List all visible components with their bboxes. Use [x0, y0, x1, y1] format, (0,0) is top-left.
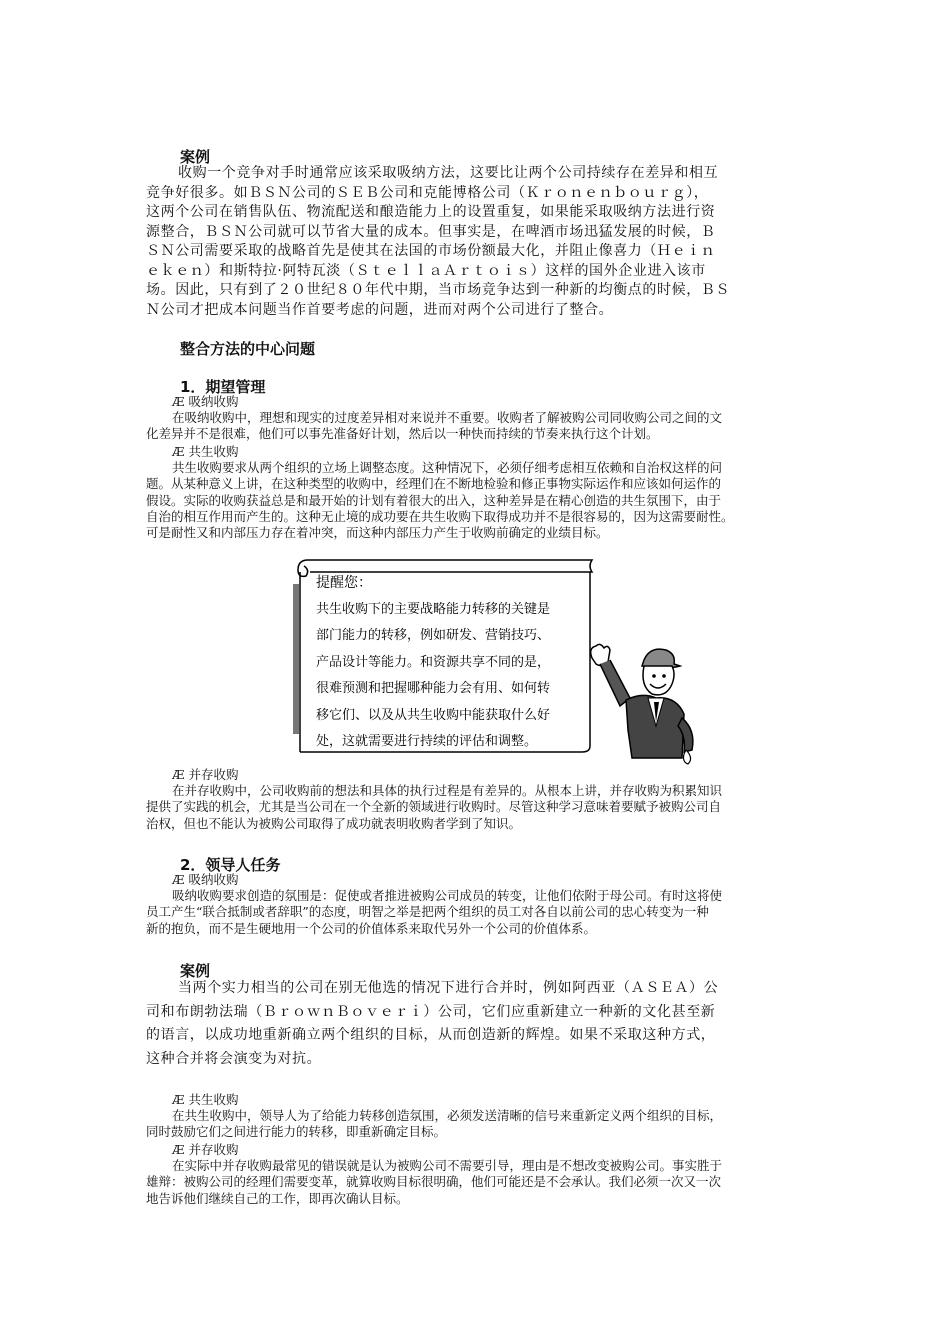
bullet-absorb: Æ 吸纳收购 — [172, 394, 239, 409]
text-line: 的语言，以成功地重新确立两个组织的目标，从而创造新的辉煌。如果不采取这种方式， — [146, 1027, 716, 1043]
text-line: 治权，但也不能认为被购公司取得了成功就表明收购者学到了知识。 — [146, 815, 522, 831]
bullet-symbiotic: Æ 共生收购 — [172, 1092, 239, 1107]
subsection-heading: 1．期望管理 — [180, 378, 266, 396]
text-line: Ｎ公司才把成本问题当作首要考虑的问题，进而对两个公司进行了整合。 — [146, 301, 614, 318]
text-line: 员工产生“联合抵制或者辞职”的态度，明智之举是把两个组织的员工对各自以前公司的忠心转变为一种 — [146, 904, 709, 920]
case-paragraph — [146, 977, 808, 1071]
text-line: 可是耐性又和内部压力存在着冲突，而这种内部压力产生于收购前确定的业绩目标。 — [146, 525, 609, 541]
symbiotic-paragraph — [146, 460, 822, 541]
text-line: 假设。实际的收购获益总是和最开始的计划有着很大的出入，这种差异是在精心创造的共生氛围下，由于 — [146, 492, 722, 508]
bullet-symbiotic: Æ 共生收购 — [172, 444, 239, 459]
text-line: 场。因此，只有到了２０世纪８０年代中期，当市场竞争达到一种新的均衡点的时候，ＢＳ — [146, 282, 730, 298]
text-line: 同时鼓励它们之间进行能力的转移，即重新确定目标。 — [146, 1124, 447, 1140]
text-line: 当两个实力相当的公司在别无他选的情况下进行合并时，例如阿西亚（ＡＳＥＡ）公 — [178, 980, 719, 996]
text-line: 雄辩：被购公司的经理们需要变革，就算收购目标很明确，他们可能还是不会承认。我们必须一次又一次 — [146, 1174, 722, 1190]
absorb-paragraph — [146, 888, 822, 937]
text-line: 源整合，ＢＳＮ公司就可以节省大量的成本。但事实是，在啤酒市场迅猛发展的时候，Ｂ — [146, 223, 716, 240]
text-line: 吸纳收购要求创造的氛围是：促使或者推进被购公司成员的转变，让他们依附于母公司。有时这将使 — [172, 888, 723, 903]
callout-text — [316, 570, 588, 756]
text-line: 新的抱负，而不是生硬地用一个公司的价值体系来取代另外一个公司的价值体系。 — [146, 920, 597, 936]
text-line: 这种合并将会演变为对抗。 — [146, 1050, 322, 1067]
case-heading: 案例 — [180, 962, 211, 980]
text-line: 共生收购要求从两个组织的立场上调整态度。这种情况下，必须仔细考虑相互依赖和自治权这样的问 — [172, 460, 723, 475]
callout-line: 移它们、以及从共生收购中能获取什么好 — [316, 707, 551, 723]
text-line: 题。从某种意义上讲，在这种类型的收购中，经理们在不断地检验和修正事物实际运作和应该如何运作的 — [146, 476, 722, 492]
section-title: 整合方法的中心问题 — [180, 340, 316, 358]
text-line: 在吸纳收购中，理想和现实的过度差异相对来说并不重要。收购者了解被购公司同收购公司之间的文 — [172, 410, 723, 425]
text-line: 地告诉他们继续自己的工作，即再次确认目标。 — [146, 1190, 409, 1206]
case-heading: 案例 — [180, 148, 211, 166]
callout-line: 产品设计等能力。和资源共享不同的是， — [316, 654, 551, 670]
text-line: 在共生收购中，领导人为了给能力转移创造氛围，必须发送清晰的信号来重新定义两个组织的目标， — [172, 1108, 723, 1123]
text-line: 收购一个竞争对手时通常应该采取吸纳方法，这要比让两个公司持续存在差异和相互 — [178, 165, 719, 181]
callout-line: 部门能力的转移，例如研发、营销技巧、 — [316, 628, 551, 643]
callout-title: 提醒您： — [316, 575, 372, 591]
text-line: 竞争好很多。如ＢＳＮ公司的ＳＥＢ公司和克能博格公司（Ｋｒｏｎｅｎｂｏｕｒｇ）， — [146, 184, 709, 201]
text-line: 化差异并不是很难，他们可以事先准备好计划，然后以一种快而持续的节奏来执行这个计划。 — [146, 426, 659, 442]
coexist-paragraph — [146, 1158, 822, 1207]
symbiotic-paragraph — [146, 1108, 822, 1141]
coexist-paragraph — [146, 783, 822, 832]
text-line: 提供了实践的机会，尤其是当公司在一个全新的领域进行收购时。尽管这种学习意味着要赋予被购公司自 — [146, 799, 722, 815]
callout-line: 很难预测和把握哪种能力会有用、如何转 — [316, 681, 551, 696]
callout-line: 共生收购下的主要战略能力转移的关键是 — [316, 601, 551, 617]
bullet-coexist: Æ 并存收购 — [172, 767, 239, 782]
callout-line: 处，这就需要进行持续的评估和调整。 — [316, 734, 538, 749]
text-line: 在并存收购中，公司收购前的想法和具体的执行过程是有差异的。从根本上讲，并存收购为积累知识 — [172, 783, 723, 798]
absorb-paragraph — [146, 410, 822, 443]
subsection-heading: 2．领导人任务 — [180, 856, 281, 874]
text-line: 这两个公司在销售队伍、物流配送和酿造能力上的设置重复，如果能采取吸纳方法进行资 — [146, 204, 716, 220]
text-line: 在实际中并存收购最常见的错误就是认为被购公司不需要引导，理由是不想改变被购公司。事实胜于 — [172, 1158, 723, 1173]
case-paragraph — [146, 164, 806, 320]
text-line: 自治的相互作用而产生的。这种无止境的成功要在共生收购下取得成功并不是很容易的，因为这需要耐性。 — [146, 508, 734, 524]
bullet-absorb: Æ 吸纳收购 — [172, 872, 239, 887]
text-line: ＳＮ公司需要采取的战略首先是使其在法国的市场份额最大化，并阻止像喜力（Ｈｅｉｎ — [146, 243, 716, 259]
text-line: 司和布朗勃法瑞（ＢｒｏｗｎＢｏｖｅｒｉ）公司，它们应重新建立一种新的文化甚至新 — [146, 1003, 716, 1020]
text-line: ｅｋｅｎ）和斯特拉·阿特瓦淡（ＳｔｅｌｌａＡｒｔｏｉｓ）这样的国外企业进入该市 — [146, 262, 706, 279]
cartoon-man-illustration — [586, 640, 704, 768]
bullet-coexist: Æ 并存收购 — [172, 1142, 239, 1157]
